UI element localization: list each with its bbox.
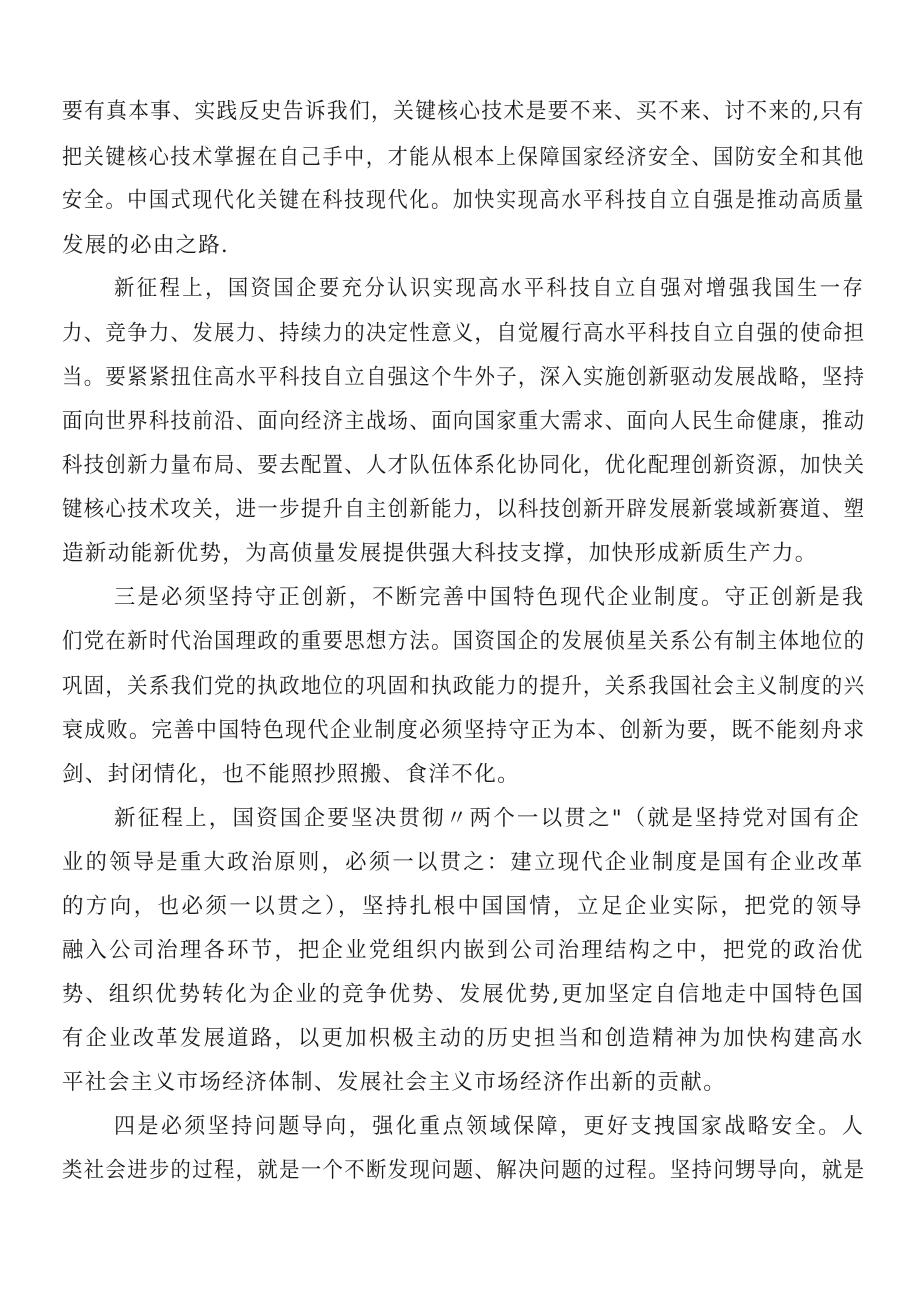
text-line: 势、组织优势转化为企业的竞争优势、发展优势,更加坚定自信地走中国特色国	[62, 982, 865, 1007]
text-line: 巩固，关系我们党的执政地位的巩固和执政能力的提升，关系我国社会主义制度的兴	[62, 674, 866, 699]
text-line: 键核心技术攻关，进一步提升自主创新能力，以科技创新开辟发展新裳域新赛道、塑	[62, 497, 866, 522]
paragraph-first-line: 新征程上，国资国企要充分认识实现高水平科技自立自强对增强我国生一存	[114, 276, 866, 301]
text-line: 要有真本事、实践反史告诉我们，关键核心技术是要不来、买不来、讨不来的,只有	[62, 99, 865, 124]
text-line: 科技创新力量布局、要去配置、人才队伍体系化协同化，优化配理创新资源，加快关	[62, 453, 866, 478]
text-line: 业的领导是重大政治原则，必须一以贯之：建立现代企业制度是国有企业改革	[62, 850, 865, 875]
text-line: 把关键核心技术掌握在自己手中，才能从根本上保障国家经济安全、国防安全和其他	[62, 145, 866, 170]
text-line: 衰成败。完善中国特色现代企业制度必须坚持守正为本、创新为要，既不能刻舟求	[62, 718, 866, 743]
paragraph-first-line: 四是必须坚持问题导向，强化重点领域保障，更好支拽国家战略安全。人	[114, 1114, 866, 1139]
text-line: 发展的必由之路.	[62, 233, 229, 258]
text-line: 融入公司治理各环节，把企业党组织内嵌到公司治理结构之中，把党的政治优	[62, 938, 865, 963]
text-line: 当。要紧紧扭住高水平科技自立自强这个牛外子，深入实施创新驱动发展战略，坚持	[62, 365, 866, 390]
text-line: 造新动能新优势，为高侦量发展提供强大科技支撑，加快形成新质生产力。	[62, 541, 818, 566]
paragraph-first-line: 三是必须坚持守正创新，不断完善中国特色现代企业制度。守正创新是我	[114, 585, 866, 610]
text-line: 面向世界科技前沿、面向经济主战场、面向国家重大需求、面向人民生命健康，推动	[62, 409, 866, 434]
text-line: 力、竞争力、发展力、持续力的决定性意义，自觉履行高水平科技自立自强的使命担	[62, 321, 866, 346]
text-line: 安全。中国式现代化关键在科技现代化。加快实现高水平科技自立自强是推动高质量	[62, 188, 866, 213]
text-line: 有企业改革发展道路，以更加枳极主动的历史担当和创造精神为加快构建高水	[62, 1026, 865, 1051]
text-line: 剑、封闭情化，也不能照抄照搬、食洋不化。	[62, 762, 521, 787]
text-line: 们党在新时代治国理政的重要思想方法。国资国企的发展侦星关系公有制主体地位的	[62, 629, 866, 654]
paragraph-first-line: 新征程上，国资国企要坚决贯彻〃两个一以贯之"（就是坚持党对国有企	[114, 806, 861, 831]
text-line: 类社会进步的过程，就是一个不断发现问题、解决问题的过程。坚持问甥导向，就是	[62, 1158, 866, 1183]
text-line: 的方向，也必须一以贯之），坚持扎根中国国情，立足企业实际，把党的领导	[62, 894, 864, 919]
text-line: 平社会主义市场经济体制、发展社会主义市场经济作出新的贡献。	[62, 1070, 727, 1095]
